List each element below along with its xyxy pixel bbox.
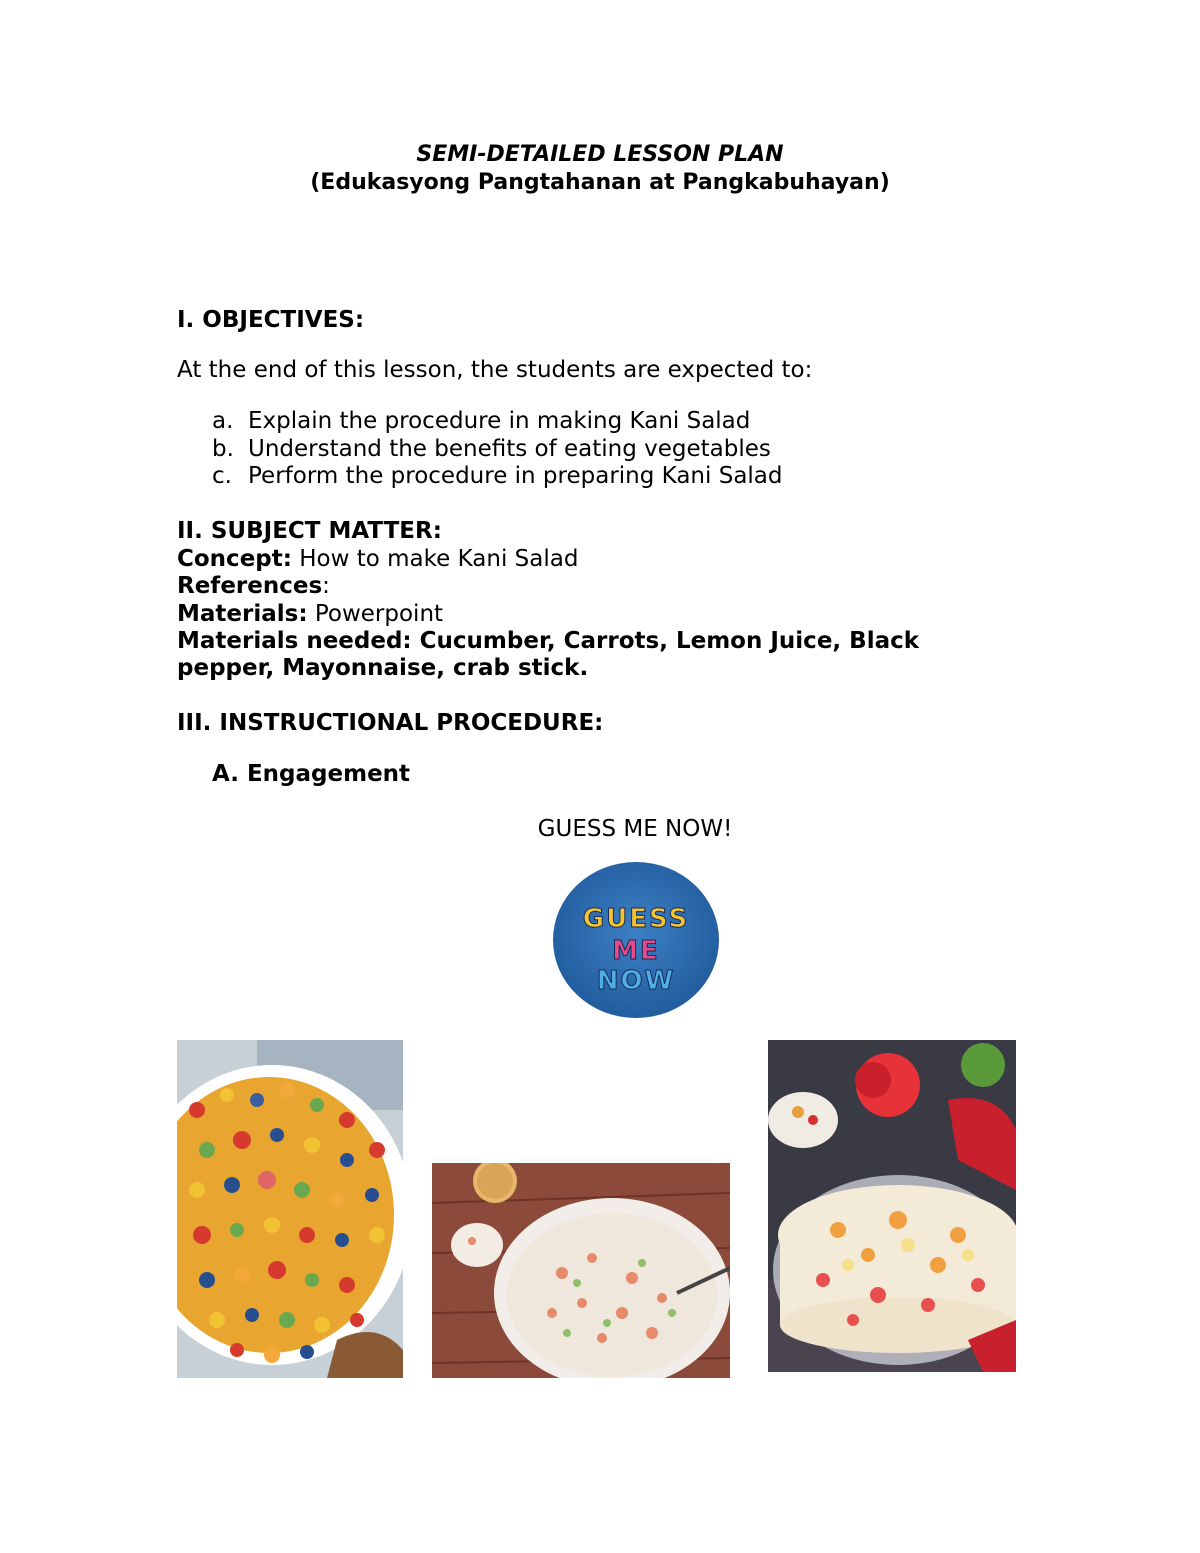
document-title: SEMI-DETAILED LESSON PLAN — [416, 142, 784, 167]
concept-value: How to make Kani Salad — [291, 546, 579, 572]
objective-text: Understand the benefits of eating vegetables — [248, 436, 771, 462]
logo-line-3: NOW — [596, 966, 676, 996]
logo-line-2: ME — [612, 936, 660, 966]
objective-item — [212, 435, 771, 463]
references-line — [177, 572, 330, 600]
objective-text: Explain the procedure in making Kani Salad — [248, 408, 751, 434]
materials-value: Powerpoint — [307, 601, 444, 627]
objective-item — [212, 462, 783, 490]
activity-title: GUESS ME NOW! — [537, 816, 733, 842]
objective-label: b. — [212, 436, 234, 462]
guess-me-now-logo — [552, 861, 720, 1019]
objectives-heading: I. OBJECTIVES: — [177, 307, 365, 333]
materials-needed-value: Cucumber, Carrots, Lemon Juice, Black — [411, 628, 920, 654]
objectives-intro: At the end of this lesson, the students are expected to: — [177, 357, 813, 383]
materials-needed-line — [177, 627, 919, 655]
concept-label: Concept: — [177, 546, 292, 572]
subject-matter-heading: II. SUBJECT MATTER: — [177, 518, 442, 544]
creamy-salad-photo — [768, 1040, 1016, 1372]
materials-line — [177, 600, 443, 628]
objective-label: c. — [212, 463, 232, 489]
engagement-heading: A. Engagement — [212, 761, 411, 787]
procedure-heading: III. INSTRUCTIONAL PROCEDURE: — [177, 710, 604, 736]
objective-label: a. — [212, 408, 234, 434]
references-colon: : — [322, 573, 330, 599]
materials-needed-label: Materials needed: — [177, 628, 412, 654]
logo-line-1: GUESS — [582, 904, 690, 934]
document-subtitle: (Edukasyong Pangtahanan at Pangkabuhayan) — [310, 170, 890, 195]
materials-label: Materials: — [177, 601, 308, 627]
fruit-salad-photo — [177, 1040, 403, 1378]
objective-item — [212, 407, 750, 435]
references-label: References — [177, 573, 323, 599]
concept-line — [177, 545, 578, 573]
materials-needed-continued: pepper, Mayonnaise, crab stick. — [177, 655, 589, 681]
kani-salad-photo — [432, 1163, 730, 1378]
objective-text: Perform the procedure in preparing Kani Salad — [248, 463, 783, 489]
